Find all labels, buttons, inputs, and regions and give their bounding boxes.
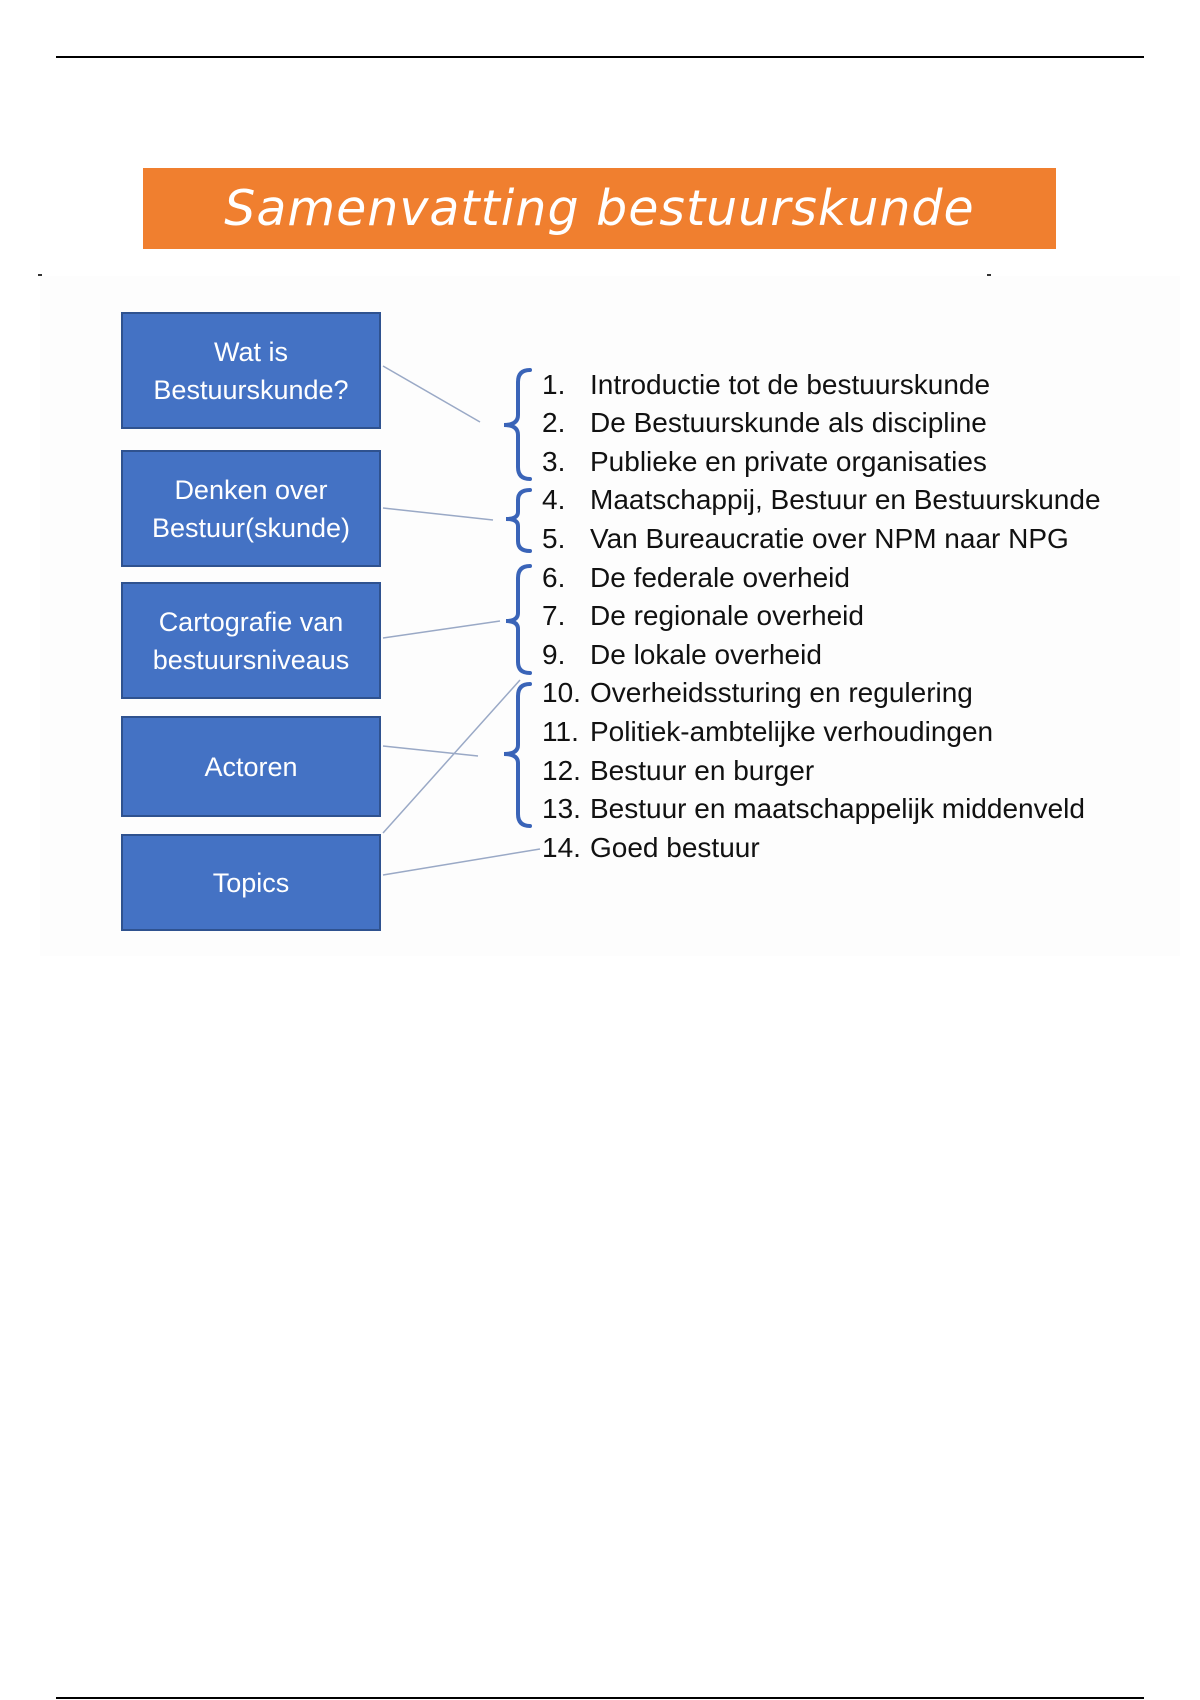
topic-number: 3. [542,446,566,477]
topic-number: 11. [542,716,579,747]
topic-title: De Bestuurskunde als discipline [590,407,987,438]
topic-title: De federale overheid [590,562,850,593]
category-box [121,834,381,931]
category-box [121,716,381,817]
topic-title: De lokale overheid [590,639,822,670]
topic-item [542,520,1069,558]
topic-item [542,404,987,442]
topic-title: Bestuur en maatschappelijk middenveld [590,793,1085,824]
category-label: Actoren [204,751,298,782]
topic-item [542,559,850,597]
topic-item [542,481,1101,519]
topic-number: 10. [542,677,581,708]
topic-item [542,752,814,790]
topic-number: 2. [542,407,566,438]
topic-item [542,597,864,635]
topic-title: De regionale overheid [590,600,864,631]
topic-number: 7. [542,600,566,631]
category-label: Topics [212,867,290,898]
topic-title: Bestuur en burger [590,755,815,786]
figure-corner-mark [987,274,991,276]
topic-item [542,713,993,751]
title-banner [143,168,1056,249]
topic-number: 4. [542,484,566,515]
topic-item [542,636,822,674]
topic-title: Overheidssturing en regulering [590,677,973,708]
topic-item [542,443,987,481]
header-rule [56,56,1144,58]
topic-number: 6. [542,562,566,593]
topic-title: Van Bureaucratie over NPM naar NPG [590,523,1069,554]
category-label: Denken over Bestuur(skunde) [151,474,351,543]
topic-title: Maatschappij, Bestuur en Bestuurskunde [590,484,1101,515]
topic-number: 13. [542,793,581,824]
topic-item [542,790,1085,828]
topic-item [542,366,990,404]
topic-item [542,829,760,867]
topic-number: 9. [542,639,566,670]
topic-number: 12. [542,755,581,786]
figure-corner-mark [38,274,42,276]
topic-number: 1. [542,369,566,400]
category-label: Cartografie van bestuursniveaus [152,606,350,675]
topic-title: Goed bestuur [590,832,760,863]
topic-title: Introductie tot de bestuurskunde [590,369,991,400]
topic-number: 5. [542,523,566,554]
category-box [121,450,381,567]
topic-number: 14. [542,832,581,863]
category-box [121,312,381,429]
topic-item [542,674,973,712]
category-box [121,582,381,699]
topic-title: Publieke en private organisaties [590,446,987,477]
footer-rule [56,1697,1144,1699]
document-title: Samenvatting bestuurskunde [224,180,975,237]
category-label: Wat is Bestuurskunde? [153,336,349,405]
topic-title: Politiek-ambtelijke verhoudingen [590,716,994,747]
